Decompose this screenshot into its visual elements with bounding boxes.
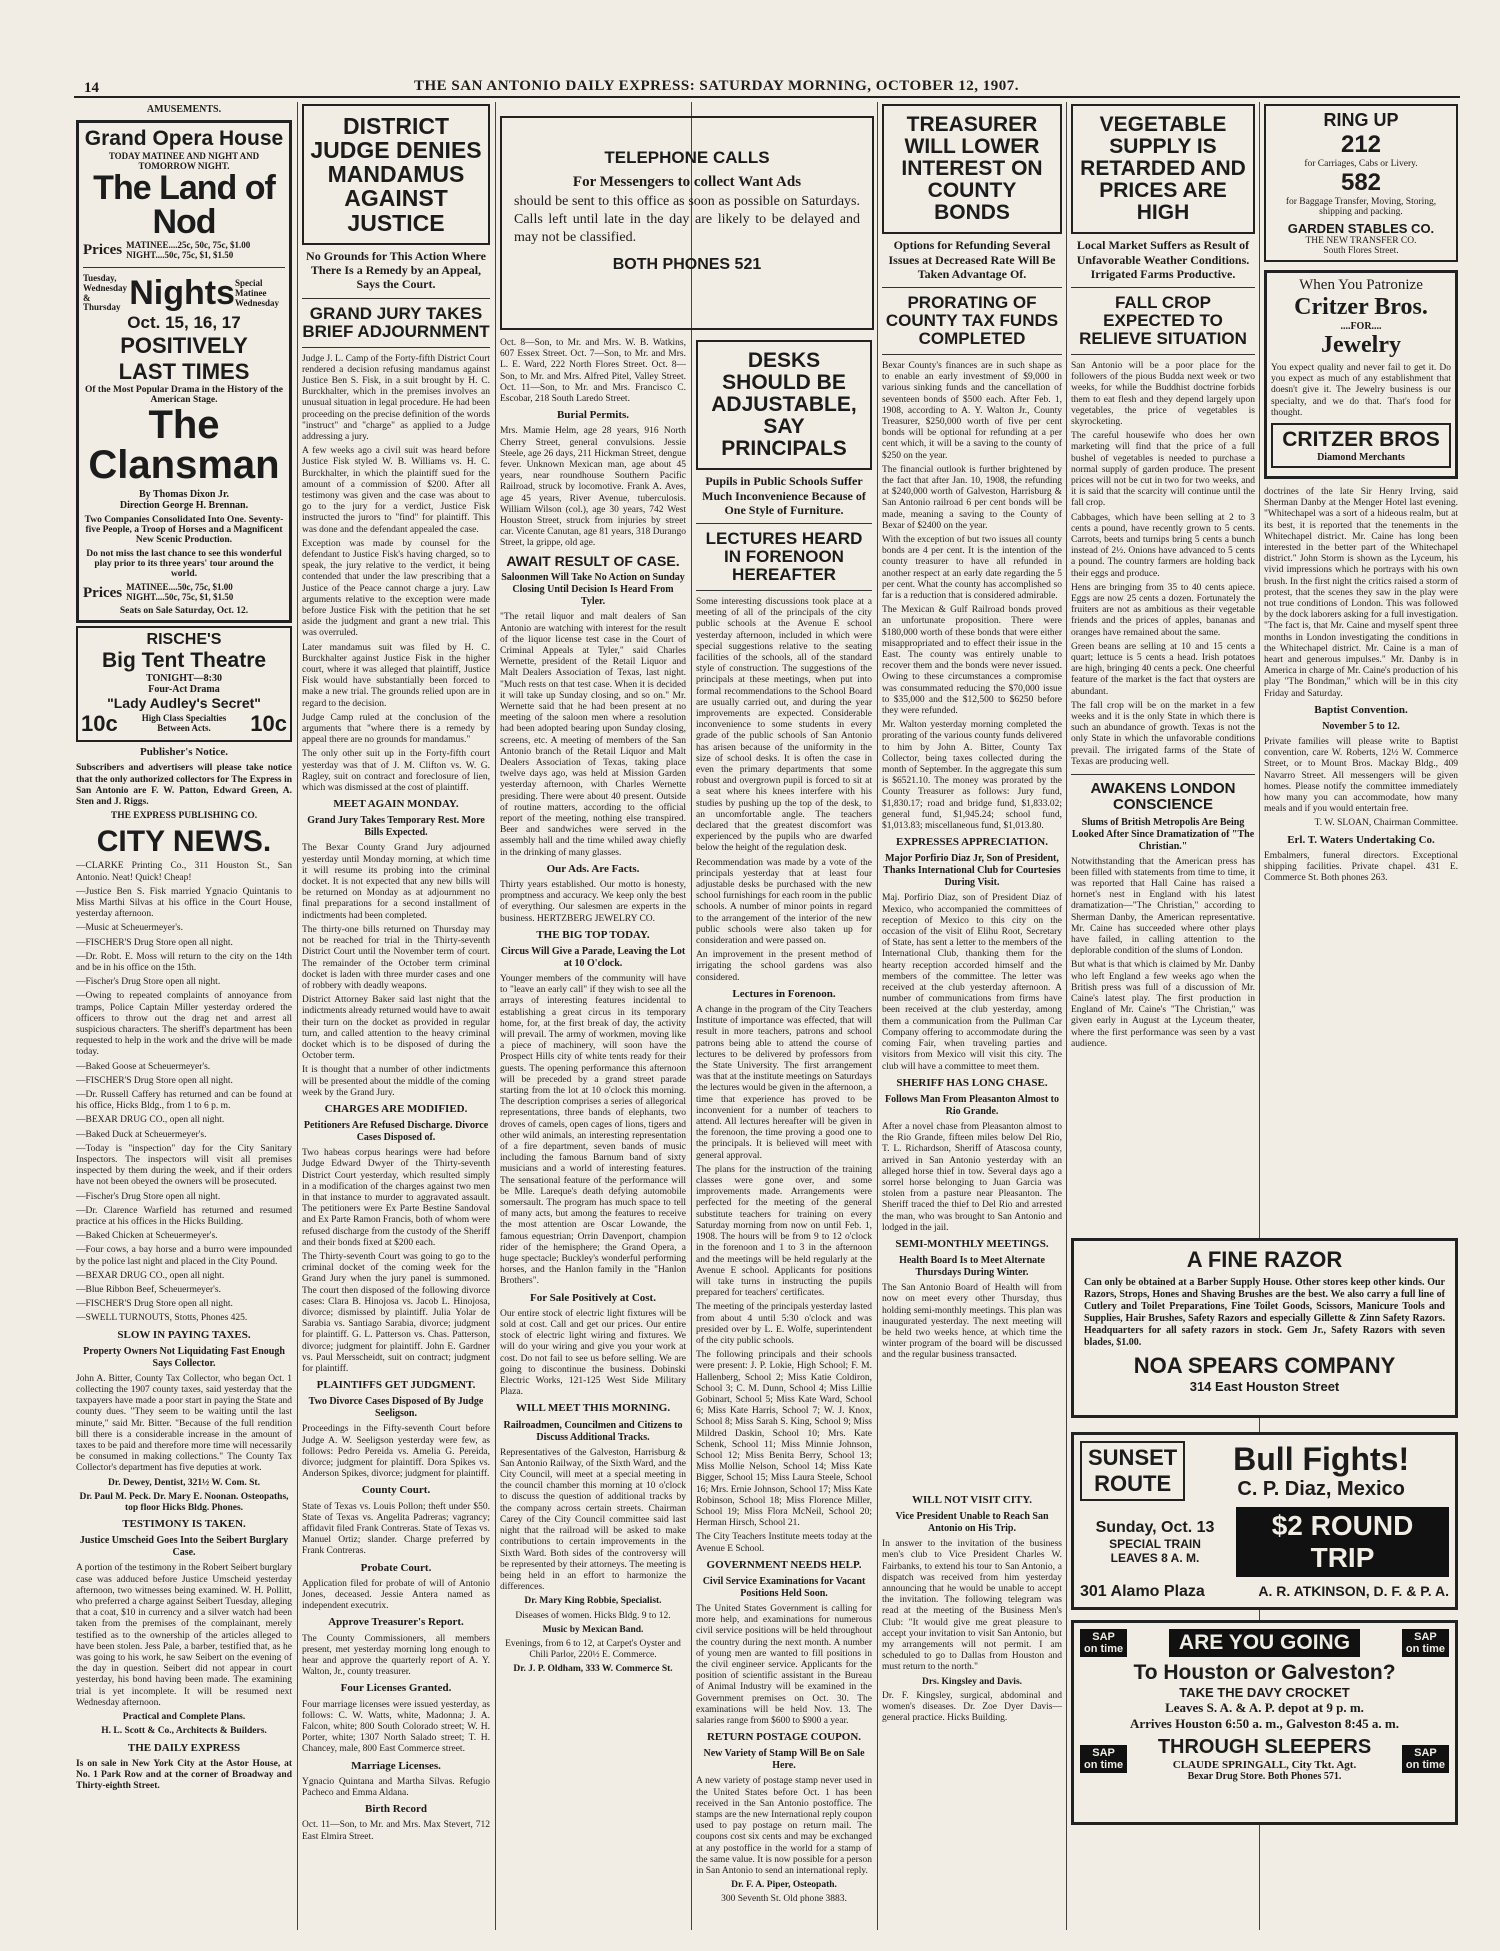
agent: CLAUDE SPRINGALL, City Tkt. Agt.	[1172, 1759, 1357, 1772]
headline: AWAIT RESULT OF CASE.	[506, 552, 680, 569]
article-text: The fall crop will be on the market in a few weeks and it is the only State in which there is such an abundance of growth. Texas is not the only State in which the unfavorable conditions prevail. The irrigated farms of the State of Texas are producing well.	[1071, 700, 1255, 767]
garden-stables-ad	[1264, 104, 1458, 262]
destination: To Houston or Galveston?	[1133, 1661, 1396, 1685]
ad-line: Diamond Merchants	[1317, 452, 1405, 464]
article-text: Proceedings in the Fifty-seventh Court before Judge A. W. Seeligson yesterday were few, as follows: Pedro Pereida vs. Amelia G. Pereida, divorce; judgment for plaintiff. Dora Spikes vs. Anderson Spikes, divorce; judgment for plaintiff.	[302, 1424, 490, 1480]
article-text: Maj. Porfirio Diaz, son of President Diaz of Mexico, who accompanied the committees of reception of Mexico to this city on the occasion of the visit of Elihu Root, Secretary of State, has sent a letter to the members of the International Club, thanking them for the hearty reception accorded himself and the members of the committee. The letter was received at the club yesterday afternoon. A number of communications from firms have been received at the club yesterday, among them a communication from the Pullman Car Company offering to accommodate during the coming Fair, when traveling parties and visitors from Mexico will visit this city. The club will have a committee to meet them.	[882, 893, 1062, 1072]
ad-title: Critzer Bros.	[1294, 294, 1428, 320]
list-item: —Dr. Russell Caffery has returned and can be found at his office, Hicks Bldg., from 1 to 6 p. m.	[76, 1089, 292, 1112]
headline: SHERIFF HAS LONG CHASE.	[896, 1076, 1048, 1089]
last-times: LAST TIMES	[118, 359, 250, 385]
opera-house-ad	[76, 120, 292, 623]
article-text: The San Antonio Board of Health will from now on meet every other Thursday, thus holding semi-monthly meetings. This plan was inaugurated yesterday. The next meeting will be held two weeks hence, at which time the winter program of the board will be discussed and the regular business transacted.	[882, 1283, 1062, 1361]
agent: A. R. ATKINSON, D. F. & P. A.	[1258, 1583, 1449, 1599]
company-name: NOA SPEARS COMPANY	[1133, 1353, 1396, 1378]
article-text: The United States Government is calling for more help, and examinations for numerous civil service positions will be held throughout the country during the next month. A number of young men are wanted to fill positions in the civil engineer service. Applicants for the position of scientific assistant in the Bureau of Animal Industry will be examined in the Government premises on Oct. 30. The examinations will be held Nov. 13. The salaries range from $600 to $900 a year.	[696, 1603, 872, 1726]
article-text: Representatives of the Galveston, Harrisburg & San Antonio Railway, of the Sixth Ward, and the City Council, will meet at a special meeting in the council chamber this morning at 10 o'clock to discuss the question of additional tracks by the company across certain streets. Chairman Carey of the City Council committee said last night that the railroad will be asked to make contributions to certain improvements in the Sixth Ward. Both sides of the controversy will be represented by their attorneys. The meeting is being held in an effort to harmonize the differences.	[500, 1447, 686, 1593]
ad-line: LEAVES 8 A. M.	[1110, 1551, 1200, 1565]
article-text: A new variety of postage stamp never used in the United States before Oct. 1 has been received in the San Antonio postoffice. The stamps are the new International reply coupon used to pay postage on return mail. The coupons cost six cents and may be exchanged at any postoffice in the world for a stamp of the same value. It is now possible for a person in San Antonio to send an international reply.	[696, 1776, 872, 1877]
headline: EXPRESSES APPRECIATION.	[896, 836, 1048, 849]
headline: CHARGES ARE MODIFIED.	[324, 1102, 468, 1115]
ad-title: RISCHE'S	[146, 631, 222, 649]
column-amusements	[76, 100, 292, 1932]
logo-line: ROUTE	[1094, 1471, 1172, 1496]
badge-text: SAP	[1092, 1747, 1115, 1760]
ad-line: When You Patronize	[1299, 277, 1423, 293]
headline: County Court.	[361, 1484, 431, 1497]
headline: TESTIMONY IS TAKEN.	[122, 1518, 246, 1531]
article-text: Later mandamus suit was filed by H. C. Burckhalter against Justice Fisk in the higher court, where it was alleged that plaintiff, Justice Fisk would have substantially been forced to make a new trial. The grounds relied upon are in regard to the decision.	[302, 642, 490, 709]
list-item: —FISCHER'S Drug Store open all night.	[76, 937, 233, 948]
column-ads	[1264, 100, 1458, 1230]
sap-badge	[1402, 1629, 1449, 1657]
houston-galveston-ad	[1071, 1620, 1458, 1825]
article-text: But what is that which is claimed by Mr. Danby who left England a few weeks ago when the British press was full of a discussion of Mr. Caine's latest play. The first production in England of Mr. Caine's "The Christian," was given early in August at the Lyceum theater, where the first performance was seen by a vast audience.	[1071, 960, 1255, 1049]
headline: For Sale Positively at Cost.	[530, 1291, 656, 1304]
ad-line: Dr. Dewey, Dentist, 321½ W. Com. St.	[108, 1477, 260, 1488]
headline: SEMI-MONTHLY MEETINGS.	[895, 1237, 1049, 1250]
round-trip-price: $2 ROUND TRIP	[1236, 1507, 1449, 1577]
ad-title: A FINE RAZOR	[1186, 1247, 1343, 1272]
badge-text: on time	[1405, 1643, 1445, 1656]
article-text: Some interesting discussions took place at a meeting of all of the principals of the city public schools at the Avenue E school yesterday afternoon, included in which were special suggestions relative to the seating facilities of the schools, all of the standard style of construction. The suggestions of the principals at these meetings, when put into formal recommendations to the School Board are usually carried out, and during the year improvements are expected. Considerable inconvenience to some students in every grade of the public schools of San Antonio has arisen because of the uniformity in the size of school desks. It is often the case in even the primary departments that some robust and overgrown pupil is forced to sit at a seat where his knees interfere with his studies by pushing up the top of the desk, to an uncomfortable angle. The teachers declared that the greatest discomfort was experienced by the pupils who are dwarfed below the height of the regulation desk.	[696, 596, 872, 854]
article-text: Oct. 8—Son, to Mr. and Mrs. W. B. Watkins, 607 Essex Street. Oct. 7—Son, to Mr. and Mrs. L. E. Ward, 222 North Flores Street. Oct. 8—Son, to Mr. and Mrs. Alfred Pitel, Valley Street. Oct. 11—Son, to Mr. and Mrs. Francisco C. Escobar, 218 South Laredo Street.	[500, 338, 686, 405]
price-line: MATINEE....25c, 50c, 75c, $1.00	[126, 240, 251, 250]
sunset-route-logo	[1080, 1441, 1185, 1501]
subheadline: Pupils in Public Schools Suffer Much Inconvenience Because of One Style of Furniture.	[702, 474, 866, 518]
ad-text: Can only be obtained at a Barber Supply House. Other stores keep other kinds. Our Razors, Strops, Hones and Shaving Brushes are the best. We also carry a full line of Cutlery and Toilet Preparations, Fine Toilet Goods, Scissors, Manicure Tools and Supplies, Hair Brushes, Safety Razors and especially Gillette & Zinn Safety Razors. Headquarters for all safety razors in stock. Gem Jr., Safety Razors with seven blades, $1.00.	[1084, 1277, 1445, 1348]
ad-line: Practical and Complete Plans.	[122, 1712, 246, 1723]
article-text: Embalmers, funeral directors. Exceptional shipping facilities. Private chapel. 431 E. Commerce St. Both phones 263.	[1264, 850, 1458, 884]
ad-title: Big Tent Theatre	[101, 649, 267, 673]
ad-line: Dr. F. Kingsley, surgical, abdominal and women's diseases. Dr. Zoe Dyer Davis—general practice. Hicks Building.	[882, 1690, 1062, 1724]
headline: GOVERNMENT NEEDS HELP.	[706, 1558, 862, 1571]
headline-box	[1071, 104, 1255, 234]
article-text: Mrs. Mamie Helm, age 28 years, 916 North Cherry Street, general convulsions. Jessie Steele, age 26 days, 211 Hickman Street, dengue fever. Unknown Mexican man, age about 45 years, near roundhouse Southern Pacific Railroad, struck by locomotive. Frank A. Aves, age 45 years, River Avenue, tuberculosis. William Wilson (col.), age 30 years, 742 West Houston Street, struck from injuries by street car. Vicente Canutan, age 81 years, 318 Durango Street, la grippe, old age.	[500, 426, 686, 549]
tent-theatre-ad	[76, 626, 292, 742]
subheadline: Vice President Unable to Reach San Antonio on His Trip.	[895, 1511, 1049, 1535]
headline: THE BIG TOP TODAY.	[536, 928, 650, 941]
headline: Lectures in Forenoon.	[732, 987, 836, 1000]
ad-line: Diseases of women. Hicks Bldg. 9 to 12.	[515, 1610, 671, 1621]
ad-title: THROUGH SLEEPERS	[1157, 1736, 1372, 1759]
ad-line: High Class Specialties Between Acts.	[141, 713, 227, 734]
price-line: NIGHT....50c, 75c, $1, $1.50	[126, 592, 234, 603]
article-text: San Antonio will be a poor place for the followers of the pious Budda next week or two weeks, for while the Buddhist doctrine forbids them to eat flesh and they depend largely upon vegetables, the price of vegetables is skyrocketing.	[1071, 360, 1255, 427]
city-news-list	[76, 861, 292, 1324]
list-item: —Owing to repeated complaints of annoyance from tramps, Police Captain Miller yesterday ordered the officers to throw out the drag net and arrest all suspicious characters. The sheriff's department has been requested to help in the work and the drive will be made today.	[76, 991, 292, 1058]
article-text: Ygnacio Quintana and Martha Silvas. Refugio Pacheco and Emma Aldana.	[302, 1776, 490, 1798]
subheadline: Health Board Is to Meet Alternate Thursdays During Winter.	[899, 1255, 1045, 1279]
ad-line: Dr. J. P. Oldham, 333 W. Commerce St.	[513, 1664, 673, 1675]
badge-text: on time	[1084, 1643, 1124, 1656]
positively: POSITIVELY	[120, 333, 248, 359]
article-text: Oct. 11—Son, to Mr. and Mrs. Max Stevert, 712 East Elmira Street.	[302, 1820, 490, 1842]
ad-line: South Flores Street.	[1323, 246, 1399, 256]
headline-box	[882, 104, 1062, 234]
ad-line: Drs. Kingsley and Davis.	[921, 1676, 1023, 1687]
ad-line: Two Companies Consolidated Into One. Seventy-five People, a Troop of Horses and a Magnificent New Scenic Production.	[84, 515, 284, 546]
article-text: It is thought that a number of other indictments will be presented about the middle of the coming week by the Grand Jury.	[302, 1065, 490, 1098]
ad-line: TODAY MATINEE AND NIGHT AND TOMORROW NIGHT.	[108, 151, 260, 171]
seats-line: Seats on Sale Saturday, Oct. 12.	[119, 606, 249, 617]
prices-label: Prices	[83, 584, 123, 601]
article-text: The Mexican & Gulf Railroad bonds proved an unfortunate proposition. There were $180,000 worth of these bonds that were either misappropriated and to effect their issue in the East. The county was entirely unable to recover them and the bonds were never issued. Owing to these circumstances a compromise was consummated reducing the $70,000 issue to $35,000 and the $12,500 to $6250 before they were refunded.	[882, 605, 1062, 717]
list-item: —Music at Scheuermeyer's.	[76, 923, 183, 934]
headline: SLOW IN PAYING TAXES.	[117, 1328, 251, 1341]
ad-line: 300 Seventh St. Old phone 3883.	[721, 1894, 847, 1905]
list-item: —Fischer's Drug Store open all night.	[76, 977, 221, 988]
headline: Baptist Convention.	[1314, 703, 1408, 716]
article-text: The careful housewife who does her own marketing will find that the price of a full bushel of vegetables is needed to purchase a normal supply of garden produce. The present prices will not be cut in two for two weeks, and it is said that the scarcity will continue until the fall crop.	[1071, 431, 1255, 509]
address: 301 Alamo Plaza	[1080, 1583, 1205, 1600]
headline: AWAKENS LONDON CONSCIENCE	[1090, 780, 1236, 813]
subheadline: Property Owners Not Liquidating Fast Enough Says Collector.	[83, 1345, 285, 1369]
ad-title: ARE YOU GOING	[1169, 1629, 1360, 1657]
badge-text: on time	[1084, 1759, 1124, 1772]
headline: THE DAILY EXPRESS	[127, 1741, 241, 1754]
ad-title: CRITZER BROS	[1282, 428, 1440, 452]
headline: Probate Court.	[360, 1561, 432, 1574]
article-text: Mr. Walton yesterday morning completed the prorating of the various county funds delivered to him by John A. Bitter, County Tax Collector, being taxes collected during the month of September. In the aggregate this sum is $6521.10. The money was prorated by the County Treasurer as follows: Jury fund, $1,830.17; road and bridge fund, $1,833.02; general fund, $1,945.24; school fund, $1,013.83; miscellaneous fund, $1,013.80.	[882, 720, 1062, 832]
ad-line: Of the Most Popular Drama in the History of the American Stage.	[85, 385, 283, 406]
article-text: The plans for the instruction of the training classes were gone over, and some improvements made. Arrangements were perfected for the meeting of the general substitute teachers for training on every Saturday morning from now on until Feb. 1, 1908. The hours will be from 9 to 12 o'clock in the forenoon and 1 to 3 in the afternoon and the meetings will be held regularly at the Avenue E school. Applicants for positions will take turns in instructing the pupils prepared for teachers' certificates.	[696, 1164, 872, 1299]
article-text: In answer to the invitation of the business men's club to Vice President Charles W. Fairbanks, to extend his tour to San Antonio, a dispatch was received from him yesterday announcing that he would be unable to accept the invitation. The following telegram was read at the meeting of the Business Men's Club: "It would give me great pleasure to accept your invitation to visit San Antonio, but my arrangements will not permit. I am scheduled to go to Dallas from Houston and must return to the north."	[882, 1539, 1062, 1673]
price-line: NIGHT....50c, 75c, $1, $1.50	[126, 249, 234, 260]
article-text: The financial outlook is further brightened by the fact that after Jan. 10, 1908, the refunding at $240,000 worth of Galveston, Harrisburg & San Antonio railroad 6 per cent bonds will be made, meaning a saving to the County of Bexar of $2400 on the year.	[882, 464, 1062, 531]
ad-line: ....FOR....	[1340, 321, 1382, 332]
telephone-calls-notice	[500, 116, 874, 330]
article-text: "The retail liquor and malt dealers of San Antonio are watching with interest for the result of the liquor license test case in the Court of Criminal Appeals at Tyler," said Charles Wernette, president of the Retail Liquor and Malt Dealers Association of Texas, last night. "Much rests on that test case. When it is decided it will take up Sunday closing, and so on." Mr. Wernette said that he had been present at no meeting of the saloon men where a resolution had been adopted bearing upon Sunday closing, screens, etc. A meeting of members of the San Antonio branch of the Retail Liquor and Malt Dealers Association of Texas, taking place twelve days ago, was held at Mission Garden yesterday afternoon, with Charles Wernette presiding. There were about 40 present. Outside of routine matters, according to the official report of the meeting, nothing else transpired. Beer and sandwiches were served in the assembly hall and the time whiled away chiefly in the drinking of many glasses.	[500, 612, 686, 858]
subheadline: Circus Will Give a Parade, Leaving the Lot at 10 O'clock.	[500, 945, 686, 969]
article-text: Recommendation was made by a vote of the principals yesterday that at least four adjustable desks be purchased with the new school furnishings for each room in the public schools. A number of minor points in regard to the arrangement of the interior of the new public schools were also taken up for consideration and were passed on.	[696, 857, 872, 947]
subheadline: November 5 to 12.	[1322, 721, 1400, 733]
ad-line: Sunday, Oct. 13	[1095, 1519, 1215, 1536]
article-text: After a novel chase from Pleasanton almost to the Rio Grande, fifteen miles below Del Rio, T. L. Richardson, Sheriff of Atascosa county, arrived in San Antonio yesterday with an alleged horse thief in tow. Several days ago a sorrel horse belonging to Juan Garcia was stolen from a pasture near Pleasanton. The Sheriff traced the thief to Del Rio and arrested the man, who was brought to San Antonio and lodged in the jail.	[882, 1121, 1062, 1233]
notice-subtitle: For Messengers to collect Want Ads	[572, 174, 802, 190]
ad-title: Grand Opera House	[84, 127, 284, 150]
headline: DESKS SHOULD BE ADJUSTABLE, SAY PRINCIPALS	[711, 349, 857, 461]
ad-line: for Baggage Transfer, Moving, Storing, shipping and packing.	[1285, 197, 1437, 217]
logo-line: SUNSET	[1088, 1445, 1178, 1470]
subheadline: Major Porfirio Diaz Jr, Son of President, Thanks International Club for Courtesies During Visit.	[883, 853, 1061, 889]
prices-label: Prices	[83, 242, 123, 259]
ad-line: Bexar Drug Store. Both Phones 571.	[1187, 1771, 1342, 1783]
list-item: —FISCHER'S Drug Store open all night.	[76, 1299, 233, 1310]
subheadline: No Grounds for This Action Where There Is a Remedy by an Appeal, Says the Court.	[306, 248, 486, 292]
article-text: Green beans are selling at 10 and 15 cents a quart; lettuce is 5 cents a head. Irish potatoes are high, bringing 40 cents a peck. One cheerful feature of the market is the fact that oysters are abundant.	[1071, 641, 1255, 697]
notice-text: should be sent to this office as soon as possible on Saturdays. Calls left until late in the day are likely to be delayed and may not be classified.	[514, 194, 860, 246]
article-text: Hens are bringing from 35 to 40 cents apiece. Eggs are now 25 cents a dozen. Fortunately the fruiters are not as ambitious as their vegetable friends and the prices of apples, bananas and oranges have remained about the same.	[1071, 582, 1255, 638]
signature: T. W. SLOAN, Chairman Committee.	[1314, 818, 1458, 829]
ad-line: Do not miss the last chance to see this wonderful play prior to its three years' tour around the world.	[86, 549, 282, 580]
bull-fights-ad	[1071, 1432, 1458, 1610]
headline: WILL NOT VISIT CITY.	[911, 1494, 1033, 1506]
ad-line: TAKE THE DAVY CROCKET	[1179, 1685, 1350, 1701]
headline: MEET AGAIN MONDAY.	[333, 798, 459, 811]
ad-line: TONIGHT—8:30	[146, 673, 222, 685]
headline: GRAND JURY TAKES BRIEF ADJOURNMENT	[302, 303, 490, 341]
subheadline: Slums of British Metropolis Are Being Looked After Since Dramatization of "The Christian."	[1071, 816, 1255, 852]
notice-title: TELEPHONE CALLS	[604, 148, 770, 167]
article-text: Our entire stock of electric light fixtures will be sold at cost. Call and get our prices. Our entire stock of electric light wiring and fixtures. We will do your wiring and give you your work at cost. Do not fail to see us before selling. We are going to discontinue the business. Dobinski Electric Works, 121-125 West Side Military Plaza.	[500, 1308, 686, 1398]
ad-line: for Carriages, Cabs or Livery.	[1304, 159, 1418, 169]
ad-title: Bull Fights!	[1233, 1441, 1410, 1477]
price: 10c	[250, 711, 287, 737]
list-item: —Dr. Robt. E. Moss will return to the city on the 14th and be in his office on the 15th.	[76, 951, 292, 973]
article-text: You expect quality and never fail to get it. Do you expect as much of any establishment that doesn't give it. The Jewelry business is our specialty, and we do that. That's food for thought.	[1271, 363, 1451, 418]
section-label: AMUSEMENTS.	[146, 104, 222, 115]
headline: DISTRICT JUDGE DENIES MANDAMUS AGAINST JUSTICE	[310, 113, 482, 236]
ad-title: Jewelry	[1321, 332, 1401, 358]
ad-line: Special Matinee Wednesday	[234, 277, 279, 308]
headline: Erl. T. Waters Undertaking Co.	[1287, 833, 1435, 846]
headline: RETURN POSTAGE COUPON.	[706, 1731, 862, 1744]
phone-number: 582	[1340, 169, 1382, 196]
article-text: A portion of the testimony in the Robert Seibert burglary case was adduced before Justice Umscheid yesterday afternoon, two witnesses being examined. W. H. Pollitt, who preferred a charge against Seibert Tuesday, alleging that a coat, $10 in currency and a silver watch had been taken from the premises of the complainant, merely testified as to the ownership of the articles alleged to have been stolen. Jess Pale, a barber, testified that, as he was going to his work, he saw Seibert on the evening of the day in question. Seibert did not appear in court yesterday, his bond having been made. The examining trial is yet incomplete. It will be resumed next Wednesday afternoon.	[76, 1563, 292, 1708]
ad-line: Dr. Mary King Robbie, Specialist.	[524, 1596, 662, 1607]
list-item: —Four cows, a bay horse and a burro were impounded by the police last night and placed in the City Pound.	[76, 1245, 292, 1267]
subheadline: Local Market Suffers as Result of Unfavorable Weather Conditions. Irrigated Farms Productive.	[1076, 238, 1250, 282]
list-item: —Dr. Clarence Warfield has returned and resumed practice at his offices in the Hicks Building.	[76, 1205, 292, 1228]
price-line: MATINEE....50c, 75c, $1.00	[126, 582, 233, 593]
article-text: A few weeks ago a civil suit was heard before Justice Fisk styled W. B. Williams vs. H. C. Burckhalter, in which the plaintiff sued for the amount of a commission of $200. After all testimony was given and the case was about to go to the jury for a verdict, Justice Fisk instructed the jurors to "find" for plaintiff. This was done and the defendant appealed the case.	[302, 446, 490, 535]
ad-line: Dr. F. A. Piper, Osteopath.	[731, 1880, 837, 1891]
list-item: —BEXAR DRUG CO., open all night.	[76, 1115, 225, 1126]
ad-line: Four-Act Drama	[148, 684, 220, 696]
nights-label: Nights	[129, 274, 235, 313]
newspaper-page	[74, 42, 1460, 1942]
ad-line: Tuesday, Wednesday & Thursday	[83, 272, 128, 313]
masthead: THE SAN ANTONIO DAILY EXPRESS: SATURDAY MORNING, OCTOBER 12, 1907.	[414, 78, 1020, 94]
subheadline: Grand Jury Takes Temporary Rest. More Bills Expected.	[307, 815, 485, 839]
column-district-judge	[302, 100, 490, 1932]
headline: FALL CROP EXPECTED TO RELIEVE SITUATION	[1079, 293, 1247, 349]
razor-ad	[1071, 1238, 1458, 1418]
headline: LECTURES HEARD IN FORENOON HEREAFTER	[705, 529, 863, 585]
list-item: —Baked Chicken at Scheuermeyer's.	[76, 1231, 218, 1242]
article-text: Two habeas corpus hearings were had before Judge Edward Dwyer of the Thirty-seventh District Court yesterday, which resulted simply in a modification of the charges against two men in that instance to murder to aggravated assault. The petitioners were Ex Parte Bestine Sandoval and Ex Parte Ramon Francis, both of whom were refused discharge from the custody of the Sheriff and their bonds fixed at $200 each.	[302, 1148, 490, 1248]
list-item: —SWELL TURNOUTS, Stotts, Phones 425.	[76, 1313, 248, 1324]
company-name: GARDEN STABLES CO.	[1287, 221, 1435, 236]
badge-text: SAP	[1414, 1747, 1437, 1760]
city-news-title: CITY NEWS.	[96, 825, 272, 859]
sap-badge	[1402, 1745, 1449, 1773]
article-text: Notwithstanding that the American press has been filled with statements from time to time, it was reported that Hall Caine has raised a hornet's nest in England with his latest dramatization—"The Christian," according to Sherman Danby, the American representative. Mr. Caine has succeeded where other plays have failed, in calling attention to the deplorable condition of the slums of London.	[1071, 856, 1255, 957]
article-text: The City Teachers Institute meets today at the Avenue E School.	[696, 1532, 872, 1554]
article-text: The thirty-one bills returned on Thursday may not be reached for trial in the Thirty-seventh District Court until the November term of court. The remainder of the October term criminal docket is laden with three murder cases and one of robbery with deadly weapons.	[302, 924, 490, 991]
list-item: —Blue Ribbon Beef, Scheuermeyer's.	[76, 1285, 221, 1296]
article-text: Subscribers and advertisers will please take notice that the only authorized collectors for The Express in San Antonio are F. W. Patton, Edward Green, A. Sten and J. Riggs.	[76, 763, 292, 807]
subheadline: Civil Service Examinations for Vacant Positions Held Soon.	[702, 1575, 866, 1599]
sap-badge	[1080, 1629, 1127, 1657]
article-text: The only other suit up in the Forty-fifth court yesterday was that of J. M. Clifton vs. W. G. Ragley, suit on contract and foreclosure of lien, which was dismissed at the cost of plaintiff.	[302, 749, 490, 794]
dates: Oct. 15, 16, 17	[127, 313, 241, 333]
article-text: Is on sale in New York City at the Astor House, at No. 1 Park Row and at the corner of Broadway and Thirty-eighth Street.	[76, 1758, 292, 1792]
headline: Publisher's Notice.	[140, 746, 228, 759]
headline: PRORATING OF COUNTY TAX FUNDS COMPLETED	[885, 293, 1059, 349]
badge-text: SAP	[1092, 1631, 1115, 1643]
article-text: Exception was made by counsel for the defendant to Justice Fisk's having charged, so to speak, the jury relative to the verdict, it being contended that under the law prescribing that a Justice of the Peace cannot charge a jury. Law arguments relative to the exception were made before Justice Fisk with the petition that he set aside the judgment and grant a new trial. This was overruled.	[302, 538, 490, 639]
play-title: "Lady Audley's Secret"	[107, 695, 261, 712]
ad-line: H. L. Scott & Co., Architects & Builders.	[101, 1726, 267, 1737]
column-desks	[696, 338, 872, 1928]
article-text: Younger members of the community will have to "leave an early call" if they wish to see all the arrays of interesting features incidental to establishing a great circus in its temporary home, for, at the first break of day, the activity will prevail. The army of workmen, moving like a piece of machinery, will soon have the Prospect Hills city of white tents ready for their guests. The opening performance this afternoon will be preceded by a grand street parade starting from the lot at 10 o'clock this morning. The description comprises a series of allegorical representations, three bands of elephants, two droves of camels, open cages of lions, tigers and other wild animals, an interesting representation of a fire department, seven bands of music including the famous Barnum band of sixty musicians and a world of interesting features. The sensational feature of the performance will be Mlle. Lareque's death defying automobile somersault. The program has much space to tell of many acts, but among the features to receive the most attention are Oscar Lowande, the famous equestrian; Orrin Davenport, champion rider of the hemisphere; the Grand Opera, a huge spectacle; Buckley's wonderful performing horses, and the Hanlon family in the "Hanlon Brothers".	[500, 973, 686, 1287]
article-text: District Attorney Baker said last night that the indictments already returned would have to await their turn on the docket as provided in regular turn, and called attention to the heavy criminal docket which is to be disposed of during the October term.	[302, 995, 490, 1062]
director: Direction George H. Brennan.	[119, 500, 249, 512]
page-number: 14	[84, 80, 99, 96]
headline: PLAINTIFFS GET JUDGMENT.	[316, 1379, 476, 1392]
ad-line: Leaves S. A. & A. P. depot at 9 p. m.	[1165, 1700, 1364, 1716]
subheadline: Petitioners Are Refused Discharge. Divorce Cases Disposed of.	[303, 1120, 489, 1144]
notice-phones: BOTH PHONES 521	[612, 255, 762, 273]
article-text: Private families will please write to Baptist convention, care W. Roberts, 12½ W. Commerce Street, or to Mount Bros. Mackay Bldg., 409 Navarro Street. All messengers will be given homes. Please notify the committee immediately how many you can accommodate, how many meals and if you would entertain free.	[1264, 737, 1458, 815]
article-text: The Thirty-seventh Court was going to go to the criminal docket of the coming week for the Grand Jury when the jury panel is summoned. The court then disposed of the following divorce cases: Clara B. Hinojosa vs. Jacob L. Hinojosa, divorce; dismissed by plaintiff. Julia Yolar de Sarabia vs. Santiago Sarabia, divorce; judgment for plaintiff. G. L. Patterson vs. Chas. Patterson, divorce; judgment for plaintiff. John E. Gardner vs. Paul Mersscheidt, suit on contract; judgment for plaintiff.	[302, 1251, 490, 1374]
play-title: The Land of Nod	[93, 169, 275, 241]
column-telephone-births	[500, 338, 686, 1928]
page-header	[74, 56, 1460, 98]
article-text: State of Texas vs. Louis Pollon; theft under $50. State of Texas vs. Angelita Padreras; vagrancy; affidavit filed Frank Contreras. State of Texas vs. Manuel Ortiz; slander. Charge preferred by Frank Contreras.	[302, 1501, 490, 1557]
article-text: doctrines of the late Sir Henry Irving, said Sherman Danby at the Menger Hotel last evening. "Whitechapel was a sort of a hideous realm, but at its best, it is reported that the tenements in the Whitechapel district. Mr. Caine has long been interested in the better part of the Whitechapel district." John Storm is shown as the Lyceum, his vivid impressions which he portrays with his own brush. In the first night the critics raised a storm of protest, that the scenes they saw in the play were not true conditions of London. This was followed by the dock laborers asking for a full investigation. "The fact is, that Mr. Caine and myself spent three months in London investigating the conditions in the Whitechapel district. Mr. Caine is a man of heart and generous impulses." Mr. Danby is in America in charge of Mr. Caine's production of his play "The Bondman," which will be in this city Friday and Saturday.	[1264, 487, 1458, 699]
column-treasurer-bottom	[882, 1490, 1062, 1930]
ad-title: RING UP	[1323, 110, 1399, 130]
article-text: The Bexar County Grand Jury adjourned yesterday until Monday morning, at which time it will resume its probing into the criminal docket. It is not expected that any new bills will be returned on Monday as at adjournment no final preparations for a second installment of indictments had been completed.	[302, 843, 490, 921]
list-item: —CLARKE Printing Co., 311 Houston St., San Antonio. Neat! Quick! Cheap!	[76, 861, 292, 883]
badge-text: SAP	[1414, 1631, 1437, 1643]
ad-line: C. P. Diaz, Mexico	[1237, 1478, 1405, 1500]
ad-line: Evenings, from 6 to 12, at Carpet's Oyster and Chili Parlor, 220½ E. Commerce.	[505, 1638, 681, 1661]
badge-text: on time	[1405, 1759, 1445, 1772]
column-vegetable	[1071, 100, 1255, 1230]
article-text: The County Commissioners, all members present, met yesterday morning long enough to hear and approve the quarterly report of A. Y. Walton, Jr., county treasurer.	[302, 1633, 490, 1678]
ad-line: Dr. Paul M. Peck. Dr. Mary E. Noonan. Osteopaths, top floor Hicks Bldg. Phones.	[79, 1491, 289, 1514]
list-item: —Justice Ben S. Fisk married Ygnacio Quintanis to Miss Marthi Silvas at his office in the Court House, yesterday afternoon.	[76, 886, 292, 920]
headline: WILL MEET THIS MORNING.	[515, 1402, 671, 1415]
list-item: —FISCHER'S Drug Store open all night.	[76, 1075, 233, 1086]
headline-box	[302, 104, 490, 245]
subheadline: Options for Refunding Several Issues at Decreased Rate Will Be Taken Advantage Of.	[888, 238, 1056, 282]
ad-line: THE NEW TRANSFER CO.	[1305, 236, 1417, 246]
article-text: Application filed for probate of will of Antonio Jones, deceased. Jessie Antera named as independent executrix.	[302, 1578, 490, 1612]
subheadline: Justice Umscheid Goes Into the Seibert Burglary Case.	[79, 1535, 289, 1559]
headline: Four Licenses Granted.	[340, 1682, 452, 1695]
critzer-ad	[1264, 270, 1458, 479]
headline: Burial Permits.	[556, 409, 630, 422]
article-text: Cabbages, which have been selling at 2 to 3 cents a pound, have recently grown to 5 cents. Carrots, beets and turnips bring 5 cents a bunch instead of 2½. Onions have advanced to 5 cents a pound. The country farmers are holding back their eggs and produce.	[1071, 512, 1255, 579]
author: By Thomas Dixon Jr.	[138, 489, 230, 501]
ad-line: SPECIAL TRAIN	[1109, 1537, 1201, 1551]
subheadline: Railroadmen, Councilmen and Citizens to Discuss Additional Tracks.	[503, 1419, 683, 1443]
list-item: —Baked Goose at Scheuermeyer's.	[76, 1061, 211, 1072]
headline: Birth Record	[364, 1803, 427, 1816]
address: 314 East Houston Street	[1189, 1379, 1340, 1394]
article-text: John A. Bitter, County Tax Collector, who began Oct. 1 collecting the 1907 county taxes, said yesterday that the taxpayers have made a poor start in paying the State and county dues. "They seem to be waiting until the last minute," said Mr. Bitter. "Because of the full rendition bill there is a considerable increase in the amount of taxes to be paid and therefore more time will necessarily be consumed in making collections." The County Tax Collector's department has five deputies at work.	[76, 1373, 292, 1474]
article-text: Judge J. L. Camp of the Forty-fifth District Court rendered a decision refusing mandamus against Justice Ben S. Fisk, in a suit brought by H. C. Burckhalter, which in the premises involves an unusual situation in legal procedure. He had been proceeding on the precise definition of the words "instruct" and "charge" as applied to a Judge addressing a jury.	[302, 353, 490, 442]
subheadline: Saloonmen Will Take No Action on Sunday Closing Until Decision Is Heard From Tyler.	[501, 572, 685, 608]
article-text: Bexar County's finances are in such shape as to enable an early investment of $9,000 in various sinking funds and the cancellation of seventeen bonds of $500 each. After Feb. 1, 1908, according to A. Y. Walton Jr., County Treasurer, $250,000 worth of five per cent bonds will be optional for refunding at a per cent which, it will be a saving to the county of $250 on the year.	[882, 360, 1062, 461]
list-item: —BEXAR DRUG CO., open all night.	[76, 1270, 225, 1281]
article-text: With the exception of but two issues all county bonds are 4 per cent. It is the intention of the county treasurer to have all refunded in another respect at an early date regarding the 5 per cent. What the county has accomplished so far is a reduction that is considered admirable.	[882, 534, 1062, 601]
subheadline: Two Divorce Cases Disposed of By Judge Seeligson.	[308, 1396, 484, 1420]
ad-line: Arrives Houston 6:50 a. m., Galveston 8:45 a. m.	[1129, 1716, 1399, 1732]
article-text: A change in the program of the City Teachers Institute of importance was effected, that will result in more teachers, patrons and school patrons being able to attend the course of lectures to be delivered by professors from the State University. The first arrangement was that at the institute meetings on Saturdays the lectures would be given in the afternoon, a time that experience has proved to be inconvenient for a number of teachers to attend. All lectures hereafter will be given in the forenoon, the time proving a good one to the principals. It is believed will meet with general approval.	[696, 1005, 872, 1161]
phone-number: 212	[1340, 131, 1382, 158]
article-text: Thirty years established. Our motto is honesty, promptness and accuracy. We keep only the best of everything. Our salesmen are experts in the business. HERTZBERG JEWELRY CO.	[500, 879, 686, 924]
price: 10c	[81, 711, 118, 737]
the-label: The	[148, 403, 220, 448]
subheadline: Follows Man From Pleasanton Almost to Rio Grande.	[885, 1093, 1059, 1117]
article-text: An improvement in the present method of irrigating the school gardens was also considered.	[696, 950, 872, 983]
headline: Marriage Licenses.	[351, 1759, 441, 1772]
clansman-title: Clansman	[88, 443, 280, 488]
headline: VEGETABLE SUPPLY IS RETARDED AND PRICES ARE HIGH	[1080, 113, 1246, 225]
sap-badge	[1080, 1745, 1127, 1773]
list-item: —Fischer's Drug Store open all night.	[76, 1191, 221, 1202]
article-text: The meeting of the principals yesterday lasted from about 4 until 5:30 o'clock and was presided over by L. E. Wolfe, superintendent of the city public schools.	[696, 1302, 872, 1346]
article-text: Judge Camp ruled at the conclusion of the arguments that "where there is a remedy by appeal there are no grounds for mandamus."	[302, 712, 490, 746]
ad-line: Music by Mexican Band.	[542, 1624, 644, 1635]
headline: TREASURER WILL LOWER INTEREST ON COUNTY BONDS	[901, 113, 1043, 225]
headline: Approve Treasurer's Report.	[328, 1616, 464, 1629]
headline: Our Ads. Are Facts.	[546, 862, 640, 875]
list-item: —Today is "inspection" day for the City Sanitary Inspectors. The inspectors will visit all premises inspected by them during the week, and if their orders have not been obeyed the owners will be prosecuted.	[76, 1143, 292, 1188]
list-item: —Baked Duck at Scheuermeyer's.	[76, 1129, 207, 1140]
signature: THE EXPRESS PUBLISHING CO.	[110, 811, 258, 822]
article-text: Four marriage licenses were issued yesterday, as follows: C. W. Watts, white, Madonna; J. A. Falcon, white; 800 South Colorado street; W. H. Porter, white; 1307 North Salado street; T. H. Chancey, male, 800 East Commerce street.	[302, 1699, 490, 1755]
headline-box	[696, 340, 872, 470]
subheadline: New Variety of Stamp Will Be on Sale Here.	[703, 1748, 865, 1772]
article-text: The following principals and their schools were present: J. P. Lokie, High School; F. M. Hallenberg, School 2; Miss Katie Coldiron, School 3; C. M. Dunn, School 4; Miss Lillie Gobinart, School 5; Miss Kate Ward, School 6; Miss Kate Harris, School 7; W. J. Knox, School 8; Miss Sarah S. King, School 9; Miss Mildred Daskin, School 10; Mrs. Kate Schenk, School 11; Miss Minnie Johnson, School 12; Miss Benita Berry, School 13; Miss Mollie Nelson, School 14; Miss Kate Bigger, School 15; Miss Laura Steele, School 16; Mrs. Ernie Johnson, School 17; Miss Kate Robinson, School 18; Miss Florence Miller, School 19; Miss Flora McNeil, School 20; Herman Hirsch, School 21.	[696, 1350, 872, 1529]
